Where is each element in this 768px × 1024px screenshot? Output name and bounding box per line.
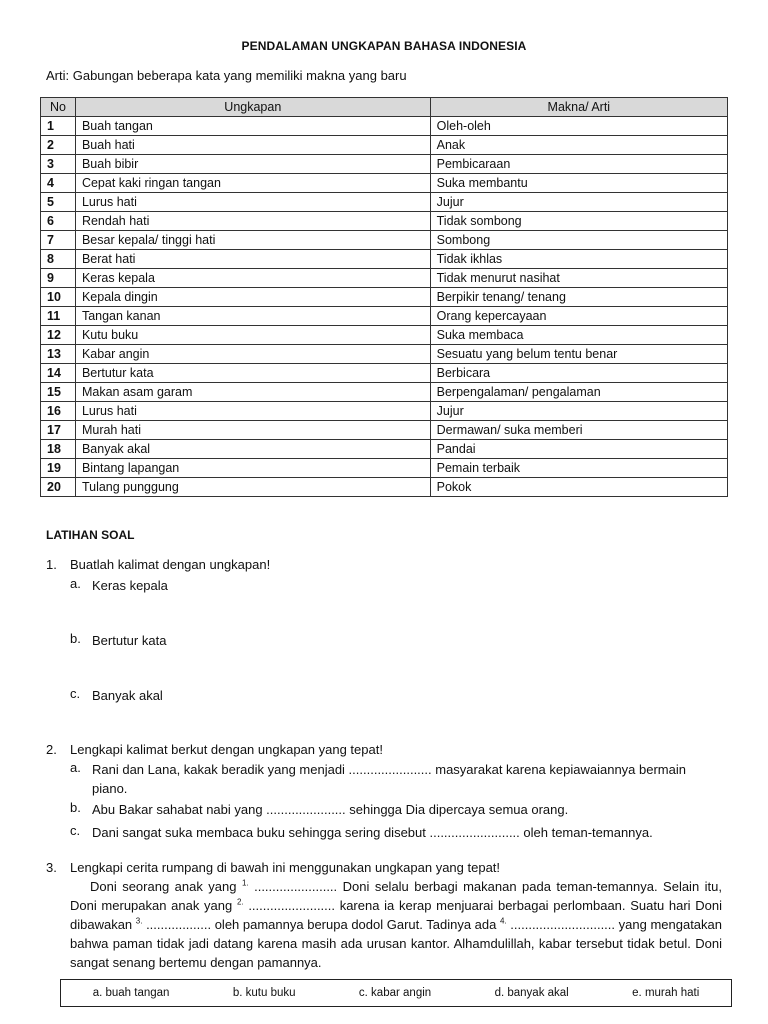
row-number: 4 [41,174,76,193]
row-ungkapan: Bintang lapangan [75,459,430,478]
item-text: Bertutur kata [92,633,167,648]
row-makna: Pembicaraan [430,155,727,174]
header-makna: Makna/ Arti [430,98,727,117]
row-makna: Dermawan/ suka memberi [430,421,727,440]
row-ungkapan: Tangan kanan [75,307,430,326]
row-ungkapan: Banyak akal [75,440,430,459]
table-row [41,326,728,345]
table-row [41,250,728,269]
row-ungkapan: Murah hati [75,421,430,440]
blank-number: 1. [241,878,249,888]
row-number: 18 [41,440,76,459]
row-number: 8 [41,250,76,269]
question-text: Buatlah kalimat dengan ungkapan! [70,557,271,572]
item-text: Dani sangat suka membaca buku sehingga sering disebut ......................... oleh teman-temannya. [92,825,653,840]
row-number: 5 [41,193,76,212]
table-row [41,174,728,193]
table-row [41,364,728,383]
row-makna: Jujur [430,193,727,212]
item-text: Abu Bakar sahabat nabi yang ...................... sehingga Dia dipercaya semua orang. [92,802,569,817]
row-number: 11 [41,307,76,326]
answer-option: e. murah hati [632,987,700,999]
row-number: 12 [41,326,76,345]
table-body [41,117,728,497]
story-text: .................. oleh pamannya berupa dodol Garut. Tadinya ada [142,917,500,932]
row-number: 3 [41,155,76,174]
row-makna: Suka membaca [430,326,727,345]
answer-option: c. kabar angin [358,987,432,999]
story-text: ....................... Doni selalu berbagi makanan pada teman-temannya. Selain itu, Doni merupakan anak yang [70,879,722,913]
row-number: 2 [41,136,76,155]
row-number: 17 [41,421,76,440]
row-makna: Orang kepercayaan [430,307,727,326]
table-row [41,193,728,212]
row-ungkapan: Tulang punggung [75,478,430,497]
row-number: 9 [41,269,76,288]
row-makna: Oleh-oleh [430,117,727,136]
row-ungkapan: Lurus hati [75,402,430,421]
story-text: ........................ karena ia kerap menjuarai berbagai perlombaan. Suatu hari Doni dibawakan [70,898,722,932]
row-makna: Sombong [430,231,727,250]
table-row [41,307,728,326]
row-ungkapan: Bertutur kata [75,364,430,383]
row-makna: Anak [430,136,727,155]
question-number: 1. [46,557,57,572]
table-row [41,117,728,136]
latihan-title: LATIHAN SOAL [46,528,135,542]
item-text: Keras kepala [92,578,168,593]
answer-option: d. banyak akal [494,987,569,999]
table-row [41,269,728,288]
row-ungkapan: Buah tangan [75,117,430,136]
row-number: 15 [41,383,76,402]
table-row [41,440,728,459]
table-header-row [41,98,728,117]
ungkapan-table [40,97,728,497]
row-makna: Tidak menurut nasihat [430,269,727,288]
question-1 [46,557,726,575]
story-text: ............................. yang mengatakan bahwa paman tidak jadi datang karena masih ada urusan kantor. Alhamdulillah, kabar tersebut tidak betul. Doni sangat senang bertemu dengan pamannya. [70,917,722,970]
row-ungkapan: Rendah hati [75,212,430,231]
row-ungkapan: Besar kepala/ tinggi hati [75,231,430,250]
header-no: No [41,98,76,117]
row-ungkapan: Berat hati [75,250,430,269]
blank-number: 4. [499,916,507,926]
answer-options-box [60,979,732,1007]
story-text: Doni seorang anak yang [90,879,242,894]
item-letter: c. [70,823,81,838]
answer-option: a. buah tangan [92,987,170,999]
item-text: Rani dan Lana, kakak beradik yang menjadi ....................... masyarakat karena kepiawaiannya bermain piano. [92,762,686,796]
item-letter: a. [70,576,81,591]
table-row [41,288,728,307]
story-paragraph [70,877,722,972]
row-number: 13 [41,345,76,364]
blank-number: 3. [135,916,143,926]
row-number: 16 [41,402,76,421]
row-number: 19 [41,459,76,478]
row-ungkapan: Makan asam garam [75,383,430,402]
header-ungkapan: Ungkapan [75,98,430,117]
question-2 [46,742,726,760]
row-number: 6 [41,212,76,231]
table-row [41,478,728,497]
row-makna: Berbicara [430,364,727,383]
row-number: 7 [41,231,76,250]
item-letter: b. [70,800,81,815]
table-row [41,136,728,155]
row-ungkapan: Keras kepala [75,269,430,288]
question-3 [46,860,726,878]
question-number: 2. [46,742,57,757]
table-row [41,155,728,174]
row-ungkapan: Cepat kaki ringan tangan [75,174,430,193]
row-makna: Pokok [430,478,727,497]
definition-text: Arti: Gabungan beberapa kata yang memiliki makna yang baru [46,68,407,83]
row-makna: Berpikir tenang/ tenang [430,288,727,307]
question-text: Lengkapi cerita rumpang di bawah ini menggunakan ungkapan yang tepat! [70,860,501,875]
row-number: 14 [41,364,76,383]
table-row [41,231,728,250]
table-row [41,459,728,478]
table-row [41,345,728,364]
row-makna: Tidak ikhlas [430,250,727,269]
row-makna: Berpengalaman/ pengalaman [430,383,727,402]
answer-option: b. kutu buku [232,987,296,999]
row-makna: Pandai [430,440,727,459]
row-ungkapan: Kabar angin [75,345,430,364]
question-number: 3. [46,860,57,875]
table-row [41,383,728,402]
item-text: Banyak akal [92,688,163,703]
row-makna: Sesuatu yang belum tentu benar [430,345,727,364]
table-row [41,212,728,231]
item-letter: a. [70,760,81,775]
row-ungkapan: Kutu buku [75,326,430,345]
row-number: 10 [41,288,76,307]
blank-number: 2. [236,897,244,907]
item-letter: b. [70,631,81,646]
row-makna: Tidak sombong [430,212,727,231]
row-number: 1 [41,117,76,136]
row-ungkapan: Kepala dingin [75,288,430,307]
row-makna: Suka membantu [430,174,727,193]
item-letter: c. [70,686,81,701]
page-title: PENDALAMAN UNGKAPAN BAHASA INDONESIA [241,39,527,53]
row-makna: Pemain terbaik [430,459,727,478]
table-row [41,402,728,421]
row-ungkapan: Buah bibir [75,155,430,174]
row-ungkapan: Buah hati [75,136,430,155]
table-row [41,421,728,440]
row-ungkapan: Lurus hati [75,193,430,212]
row-makna: Jujur [430,402,727,421]
question-text: Lengkapi kalimat berkut dengan ungkapan yang tepat! [70,742,383,757]
row-number: 20 [41,478,76,497]
